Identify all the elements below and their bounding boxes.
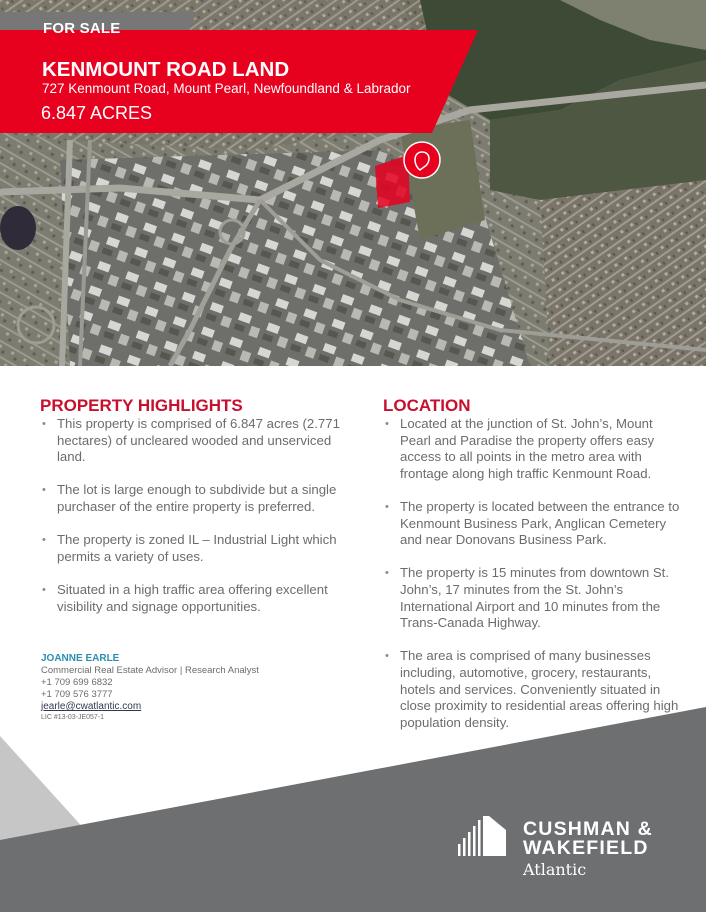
contact-role: Commercial Real Estate Advisor | Research Analyst [41,665,259,676]
property-address: 727 Kenmount Road, Mount Pearl, Newfoundland & Labrador [42,81,411,96]
contact-block [41,653,259,723]
brand-line-2: WAKEFIELD [523,837,649,859]
property-title: KENMOUNT ROAD LAND [42,58,290,81]
list-item: • The area is comprised of many businesses including, automotive, grocery, restaurants, hotels and services. Conveniently situated in close proximity to residential areas offering high population density. [383,648,683,731]
property-highlights-section [40,396,350,632]
highlights-list [40,416,350,615]
list-item: • This property is comprised of 6.847 acres (2.771 hectares) of uncleared wooded and unserviced land. [40,416,350,466]
list-item: • The property is 15 minutes from downtown St. John’s, 17 minutes from the St. John’s International Airport and 10 minutes from the Trans-Canada Highway. [383,565,683,631]
for-sale-label: FOR SALE [43,20,121,37]
brand-line-1: CUSHMAN & [523,818,653,840]
location-section [383,396,683,748]
brand-wordmark [523,820,653,858]
building-logo-icon [456,814,516,858]
property-highlights-heading: PROPERTY HIGHLIGHTS [40,396,243,415]
property-size: 6.847 ACRES [41,103,153,123]
contact-name: JOANNE EARLE [41,653,120,664]
brand-subtitle: Atlantic [523,860,587,879]
location-heading: LOCATION [383,396,471,415]
list-item: • The lot is large enough to subdivide but a single purchaser of the entire property is preferred. [40,482,350,515]
contact-phone-1[interactable]: +1 709 699 6832 [41,677,113,688]
list-item: • Situated in a high traffic area offering excellent visibility and signage opportunities. [40,582,350,615]
list-item: • The property is located between the entrance to Kenmount Business Park, Anglican Cemetery and near Donovans Business Park. [383,499,683,549]
aerial-map-image [0,0,706,366]
contact-phone-2[interactable]: +1 709 576 3777 [41,689,113,700]
location-list [383,416,683,731]
list-item: • The property is zoned IL – Industrial Light which permits a variety of uses. [40,532,350,565]
contact-license: LIC #13-03-JE057-1 [41,714,105,721]
contact-email-link[interactable]: jearle@cwatlantic.com [41,701,142,712]
list-item: • Located at the junction of St. John’s, Mount Pearl and Paradise the property offers easy access to all points in the metro area with frontage along high traffic Kenmount Road. [383,416,683,482]
